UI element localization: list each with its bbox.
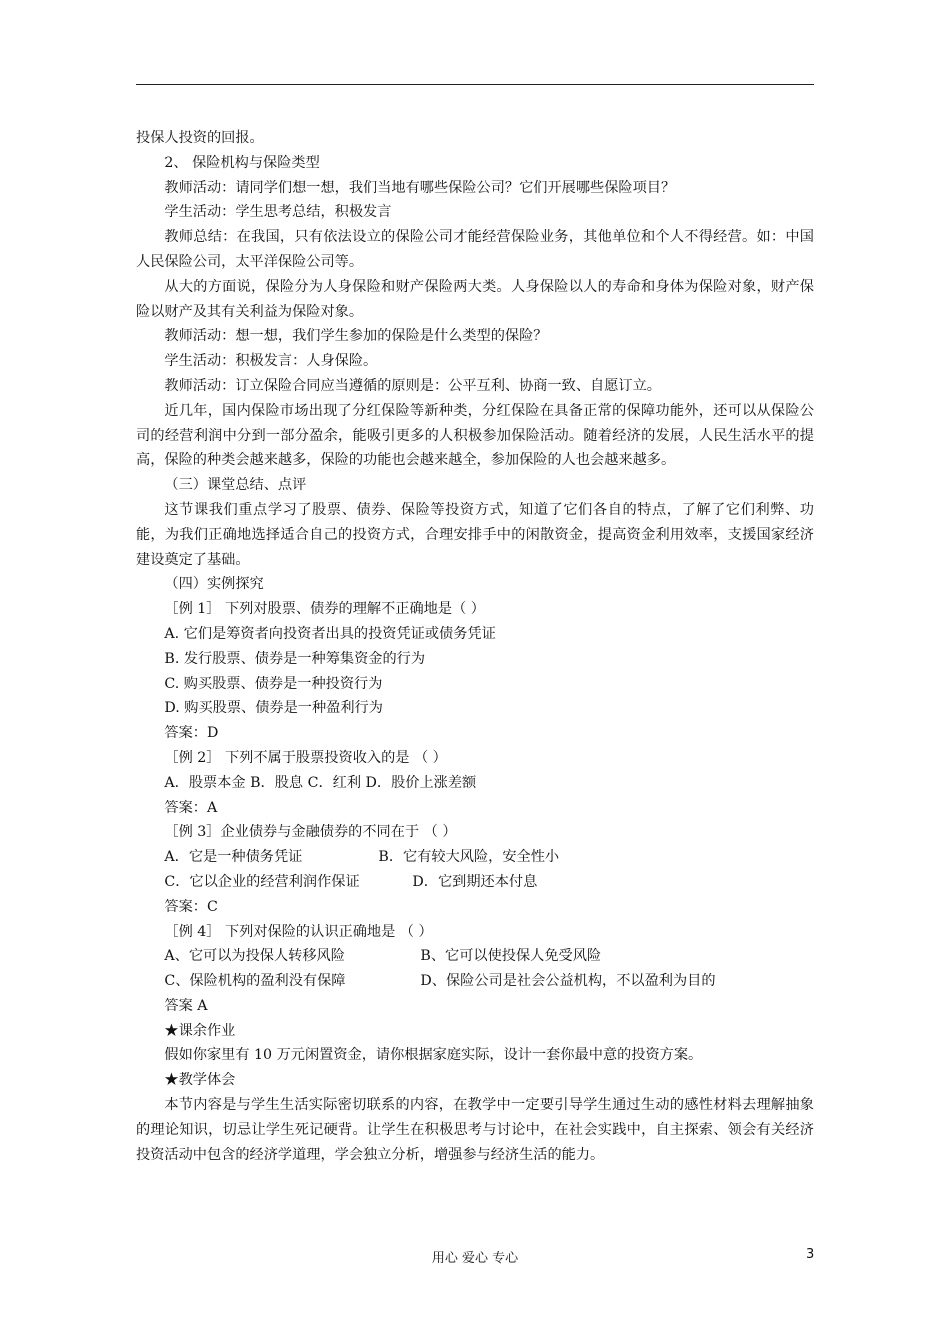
answer: 答案 A — [164, 997, 208, 1014]
option-row — [136, 845, 814, 870]
paragraph: 学生活动：积极发言：人身保险。 — [164, 353, 378, 370]
option: C. 购买股票、债券是一种投资行为 — [164, 675, 383, 692]
answer: 答案：C — [164, 898, 218, 915]
section-heading: （三）课堂总结、点评 — [164, 477, 307, 494]
answer: 答案：A — [164, 799, 218, 816]
section-heading: 2、 保险机构与保险类型 — [164, 154, 320, 171]
header-rule — [136, 84, 814, 85]
page-number: 3 — [806, 1247, 815, 1262]
section-heading: ★课余作业 — [164, 1022, 236, 1039]
option: C、保险机构的盈利没有保障 — [164, 973, 346, 990]
paragraph: 教师总结：在我国，只有依法设立的保险公司才能经营保险业务，其他单位和个人不得经营。如：中国人民保险公司，太平洋保险公司等。 — [136, 229, 814, 270]
paragraph: 本节内容是与学生生活实际密切联系的内容，在教学中一定要引导学生通过生动的感性材料去理解抽象的理论知识，切忌让学生死记硬背。让学生在积极思考与讨论中，在社会实践中，自主探索、领会有关经济投资活动中包含的经济学道理，学会独立分析，增强参与经济生活的能力。 — [136, 1097, 814, 1163]
option: B. 发行股票、债券是一种筹集资金的行为 — [164, 650, 426, 667]
option: B．它有较大风险，安全性小 — [378, 849, 560, 866]
footer-slogan: 用心 爱心 专心 — [431, 1251, 519, 1266]
paragraph: 投保人投资的回报。 — [136, 130, 264, 146]
answer: 答案：D — [164, 725, 219, 742]
paragraph: 近几年，国内保险市场出现了分红保险等新种类，分红保险在具备正常的保障功能外，还可以从保险公司的经营利润中分到一部分盈余，能吸引更多的人积极参加保险活动。随着经济的发展，人民生活水平的提高，保险的种类会越来越多，保险的功能也会越来越全，参加保险的人也会越来越多。 — [136, 402, 814, 469]
option-row — [136, 969, 814, 994]
paragraph: 从大的方面说，保险分为人身保险和财产保险两大类。人身保险以人的寿命和身体为保险对象，财产保险以财产及其有关利益为保险对象。 — [136, 278, 814, 320]
question: ［例 2］ 下列不属于股票投资收入的是 （ ） — [164, 749, 447, 766]
option: D．它到期还本付息 — [412, 873, 538, 890]
option: C．它以企业的经营利润作保证 — [164, 873, 360, 890]
paragraph: 这节课我们重点学习了股票、债券、保险等投资方式，知道了它们各自的特点，了解了它们利弊、功能，为我们正确地选择适合自己的投资方式，合理安排手中的闲散资金，提高资金利用效率，支援国家经济建设奠定了基础。 — [136, 501, 814, 568]
option: A. 它们是筹资者向投资者出具的投资凭证或债务凭证 — [164, 625, 496, 642]
document-body — [136, 126, 814, 1167]
section-heading: ★教学体会 — [164, 1072, 236, 1089]
option-row — [136, 944, 814, 969]
paragraph: 学生活动：学生思考总结，积极发言 — [164, 204, 392, 221]
option-row: A．股票本金 B．股息 C．红利 D．股价上涨差额 — [164, 774, 477, 791]
option: A．它是一种债务凭证 — [164, 849, 303, 866]
section-heading: （四）实例探究 — [164, 576, 264, 593]
option-row — [136, 870, 814, 895]
option: D、保险公司是社会公益机构，不以盈利为目的 — [420, 973, 716, 990]
paragraph: 教师活动：请同学们想一想，我们当地有哪些保险公司？它们开展哪些保险项目？ — [164, 179, 676, 196]
question: ［例 4］ 下列对保险的认识正确地是 （ ） — [164, 923, 433, 940]
question: ［例 3］企业债券与金融债券的不同在于 （ ） — [164, 824, 457, 841]
paragraph: 教师活动：想一想，我们学生参加的保险是什么类型的保险？ — [164, 328, 548, 345]
option: A、它可以为投保人转移风险 — [164, 948, 345, 965]
paragraph: 假如你家里有 10 万元闲置资金，请你根据家庭实际，设计一套你最中意的投资方案。 — [164, 1047, 703, 1064]
question: ［例 1］ 下列对股票、债券的理解不正确地是（ ） — [164, 601, 485, 618]
option: B、它可以使投保人免受风险 — [420, 948, 602, 965]
paragraph: 教师活动：订立保险合同应当遵循的原则是：公平互利、协商一致、自愿订立。 — [164, 377, 661, 394]
option: D. 购买股票、债券是一种盈利行为 — [164, 700, 383, 717]
